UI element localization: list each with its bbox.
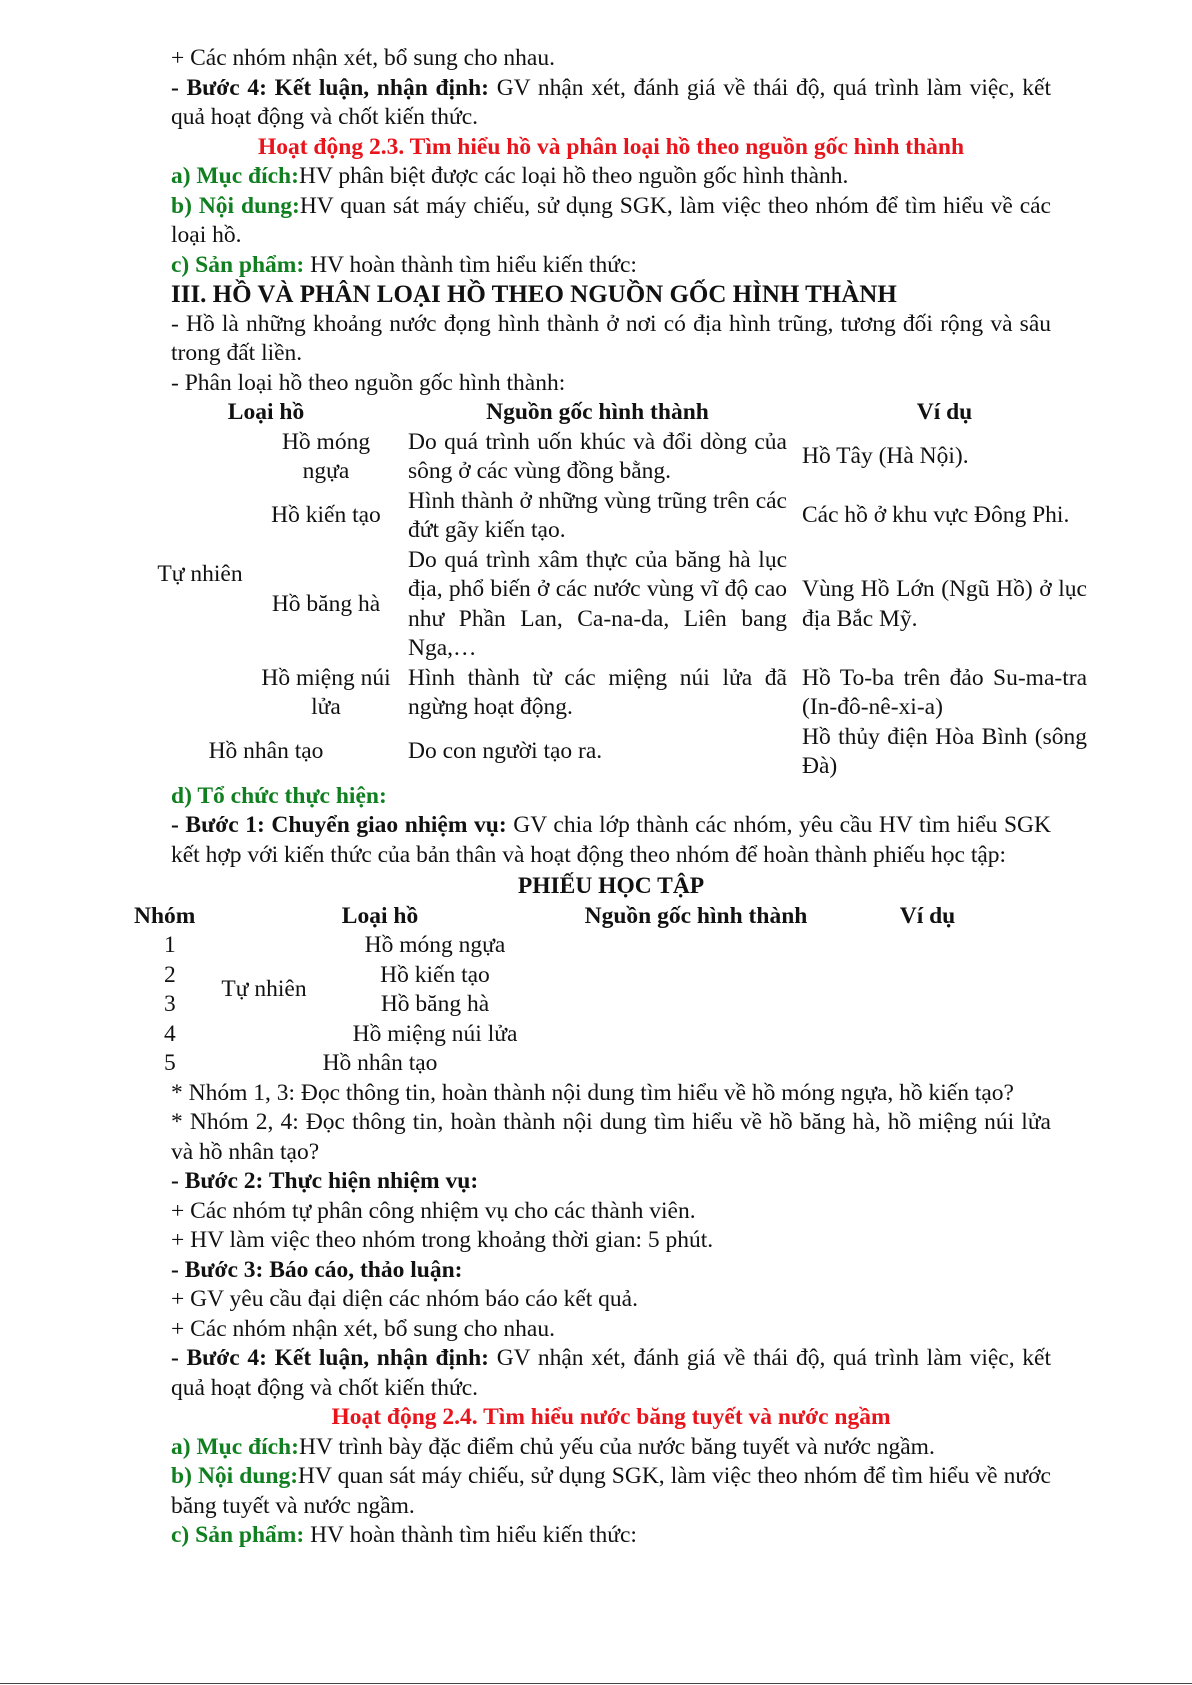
paragraph [171,251,1051,281]
lake-origin: Do quá trình uốn khúc và đổi dòng của sông ở các vùng đồng bằng. [408,428,787,484]
paragraph [171,811,1051,870]
group-number: 4 [164,1020,176,1047]
paragraph [171,1462,1051,1521]
header-origin: Nguồn gốc hình thành [486,399,709,425]
lake-type: Hồ băng hà [271,590,381,617]
step-label: - Bước 3: Báo cáo, thảo luận: [171,1256,463,1283]
header-origin: Nguồn gốc hình thành [584,902,808,929]
table-row [134,1049,1014,1079]
paragraph [171,1433,1051,1463]
text: HV hoàn thành tìm hiểu kiến thức: [304,1522,637,1548]
lake-type: Hồ kiến tạo [380,961,490,988]
text: HV quan sát máy chiếu, sử dụng SGK, làm việc theo nhóm để tìm hiểu về các loại hồ. [171,192,1051,248]
paragraph: + Các nhóm tự phân công nhiệm vụ cho các thành viên. [171,1197,696,1224]
table-header [140,398,1087,428]
header-group: Nhóm [134,902,196,929]
lake-type: Hồ băng hà [380,991,490,1017]
group-number: 3 [164,991,176,1017]
lake-example: Vùng Hồ Lớn (Ngũ Hồ) ở lục địa Bắc Mỹ. [802,576,1087,632]
lake-example: Hồ Tây (Hà Nội). [802,443,969,470]
table-row [140,428,1087,487]
label: c) Sản phẩm: [171,251,305,278]
paragraph [171,1344,1051,1403]
lake-origin: Hình thành từ các miệng núi lửa đã ngừng hoạt động. [408,664,787,720]
activity-title: Hoạt động 2.3. Tìm hiểu hồ và phân loại hồ theo nguồn gốc hình thành [257,133,965,160]
step-label: - Bước 1: Chuyển giao nhiệm vụ: [171,812,507,838]
paragraph: + HV làm việc theo nhóm trong khoảng thời gian: 5 phút. [171,1227,714,1253]
label: a) Mục đích: [171,163,299,189]
paragraph: - Phân loại hồ theo nguồn gốc hình thành: [171,369,566,396]
lake-origin: Do con người tạo ra. [408,738,603,765]
paragraph: + Các nhóm nhận xét, bổ sung cho nhau. [171,1315,555,1342]
section-heading: III. HỒ VÀ PHÂN LOẠI HỒ THEO NGUỒN GỐC HÌNH THÀNH [171,281,897,308]
paragraph [171,74,1051,133]
text: HV trình bày đặc điểm chủ yếu của nước băng tuyết và nước ngầm. [298,1433,935,1460]
paragraph: + Các nhóm nhận xét, bổ sung cho nhau. [171,45,555,71]
step-text: GV chia lớp thành các nhóm, yêu cầu HV tìm hiểu SGK kết hợp với kiến thức của bản thân và hoạt động theo nhóm để hoàn thành phiếu học tập: [171,812,1051,868]
lake-type: Hồ nhân tạo [208,738,324,765]
table-row [140,664,1087,723]
header-type: Loại hồ [227,399,305,425]
table-row [140,723,1087,782]
natural-cell: Tự nhiên [157,561,243,588]
document-page [134,44,1087,1551]
lake-classification-table [140,398,1087,782]
paragraph: * Nhóm 1, 3: Đọc thông tin, hoàn thành nội dung tìm hiểu về hồ móng ngựa, hồ kiến tạo? [171,1079,1014,1106]
lake-type: Hồ móng ngựa [281,428,371,484]
paragraph [171,162,1051,192]
natural-cell: Tự nhiên [221,976,307,1003]
label: d) Tổ chức thực hiện: [171,782,387,809]
step-label: - Bước 2: Thực hiện nhiệm vụ: [171,1168,479,1194]
lake-type: Hồ nhân tạo [322,1050,438,1076]
paragraph: * Nhóm 2, 4: Đọc thông tin, hoàn thành nội dung tìm hiểu về hồ băng hà, hồ miệng núi lửa và hồ nhân tạo? [171,1109,1051,1165]
header-example: Ví dụ [899,902,956,929]
table-row [140,487,1087,546]
lake-origin: Hình thành ở những vùng trũng trên các đứt gãy kiến tạo. [408,487,787,543]
lake-type: Hồ kiến tạo [271,502,381,529]
step-text: GV nhận xét, đánh giá về thái độ, quá trình làm việc, kết quả hoạt động và chốt kiến thức. [171,74,1051,130]
step-text: GV nhận xét, đánh giá về thái độ, quá trình làm việc, kết quả hoạt động và chốt kiến thức. [171,1345,1051,1401]
paragraph: - Hồ là những khoảng nước đọng hình thành ở nơi có địa hình trũng, tương đối rộng và sâu trong đất liền. [171,310,1051,366]
label: b) Nội dung: [171,1463,299,1489]
group-number: 2 [164,961,176,988]
lake-type: Hồ miệng núi lửa [261,664,391,720]
worksheet-table [134,902,1014,1079]
worksheet-title: PHIẾU HỌC TẬP [517,873,705,899]
text: HV phân biệt được các loại hồ theo nguồn gốc hình thành. [298,163,849,189]
label: a) Mục đích: [171,1433,299,1460]
label: c) Sản phẩm: [171,1522,305,1548]
text: HV quan sát máy chiếu, sử dụng SGK, làm việc theo nhóm để tìm hiểu về nước băng tuyết và nước ngầm. [171,1463,1051,1519]
lake-origin: Do quá trình xâm thực của băng hà lục địa, phổ biến ở các nước vùng vĩ độ cao như Phần Lan, Ca-na-da, Liên bang Nga,… [408,546,787,661]
paragraph: + GV yêu cầu đại diện các nhóm báo cáo kết quả. [171,1286,638,1312]
page-bottom-rule [0,1683,1192,1684]
text: HV hoàn thành tìm hiểu kiến thức: [304,251,637,278]
header-type: Loại hồ [341,902,419,929]
step-label: - Bước 4: Kết luận, nhận định: [171,1345,490,1371]
lake-example: Hồ To-ba trên đảo Su-ma-tra (In-đô-nê-xi-a) [802,664,1087,720]
table-row [140,546,1087,664]
paragraph [171,1521,1051,1551]
paragraph [171,192,1051,251]
label: b) Nội dung: [171,192,300,219]
table-row [134,931,1014,961]
table-header [134,902,1014,932]
group-number: 1 [164,932,176,958]
activity-title: Hoạt động 2.4. Tìm hiểu nước băng tuyết và nước ngầm [331,1404,891,1430]
lake-example: Hồ thủy điện Hòa Bình (sông Đà) [802,723,1087,779]
lake-type: Hồ móng ngựa [364,932,506,958]
lake-example: Các hồ ở khu vực Đông Phi. [802,502,1070,529]
lake-type: Hồ miệng núi lửa [352,1020,518,1047]
group-number: 5 [164,1050,176,1076]
step-label: - Bước 4: Kết luận, nhận định: [171,74,490,101]
header-example: Ví dụ [916,399,973,425]
